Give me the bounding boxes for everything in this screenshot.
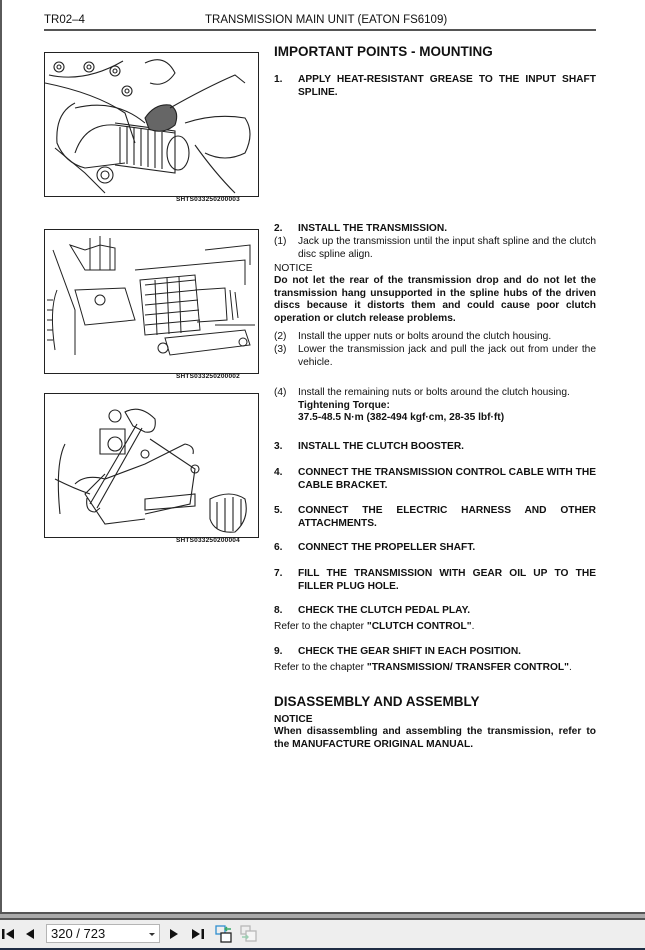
notice-label: NOTICE — [274, 263, 313, 274]
figure-transmission-jack — [44, 229, 259, 374]
pdf-navigation-toolbar — [0, 920, 645, 948]
step-number: 7. — [274, 568, 283, 579]
figure-caption: SHTS033250200003 — [176, 196, 240, 203]
step-number: 4. — [274, 467, 283, 478]
step-number: 9. — [274, 646, 283, 657]
step-text: INSTALL THE TRANSMISSION. — [298, 223, 448, 234]
grease-spline-illustration-icon — [45, 53, 258, 196]
next-view-icon — [240, 925, 258, 943]
last-page-button[interactable] — [189, 925, 207, 943]
figure-caption: SHTS033250200004 — [176, 537, 240, 544]
page-code: TR02–4 — [44, 14, 85, 26]
substep-text: Lower the transmission jack and pull the jack out from under the vehicle. — [298, 344, 596, 368]
figure-torque-wrench — [44, 393, 259, 538]
transmission-jack-illustration-icon — [45, 230, 258, 373]
substep-number: (2) — [274, 331, 287, 342]
reference-suffix: . — [568, 662, 572, 673]
horizontal-scrollbar-track[interactable] — [0, 912, 645, 920]
section-title-mounting: IMPORTANT POINTS - MOUNTING — [274, 44, 493, 59]
step-4 — [274, 467, 596, 492]
header-rule — [44, 29, 596, 31]
previous-page-button[interactable] — [22, 925, 38, 943]
chevron-down-icon — [149, 933, 155, 936]
next-page-button[interactable] — [166, 925, 182, 943]
page-indicator: 320 / 723 — [51, 926, 106, 941]
step-3 — [274, 441, 596, 454]
step-text: INSTALL THE CLUTCH BOOSTER. — [298, 441, 465, 452]
step-7 — [274, 568, 596, 593]
step-text: CHECK THE GEAR SHIFT IN EACH POSITION. — [298, 646, 522, 657]
substep-text: Install the remaining nuts or bolts around the clutch housing. — [298, 387, 570, 398]
step-number: 3. — [274, 441, 283, 452]
step-6 — [274, 542, 596, 555]
previous-page-icon — [24, 927, 36, 941]
step-9-reference — [274, 662, 596, 675]
notice-text-emphasis: MANUFACTURE ORIGINAL MANUAL. — [292, 738, 474, 750]
figure-grease-spline — [44, 52, 259, 197]
last-page-icon — [191, 927, 205, 941]
step-9 — [274, 646, 596, 659]
section-title-disassembly: DISASSEMBLY AND ASSEMBLY — [274, 694, 480, 709]
substep-2 — [274, 331, 596, 344]
reference-suffix: . — [471, 621, 475, 632]
torque-value: 37.5-48.5 N·m (382-494 kgf·cm, 28-35 lbf·ft) — [298, 412, 505, 423]
step-number: 2. — [274, 223, 283, 234]
reference-chapter: "CLUTCH CONTROL" — [366, 621, 472, 632]
notice-label: NOTICE — [274, 714, 313, 725]
previous-view-icon — [215, 925, 233, 943]
step-2 — [274, 223, 596, 236]
figure-caption: SHTS033250200002 — [176, 373, 240, 380]
substep-4 — [274, 387, 596, 400]
next-page-icon — [168, 927, 180, 941]
reference-prefix: Refer to the chapter — [274, 621, 367, 632]
notice-text: Do not let the rear of the transmission drop and do not let the transmission hang unsupported in the spline hubs of the driven discs because it distorts them and could cause poor clutch operation or clutch release problems. — [274, 275, 596, 324]
substep-3 — [274, 344, 596, 369]
page-header-title: TRANSMISSION MAIN UNIT (EATON FS6109) — [205, 14, 448, 26]
substep-1 — [274, 236, 596, 261]
step-text: FILL THE TRANSMISSION WITH GEAR OIL UP TO THE FILLER PLUG HOLE. — [298, 568, 596, 592]
substep-text: Install the upper nuts or bolts around the clutch housing. — [298, 331, 552, 342]
substep-number: (4) — [274, 387, 287, 398]
step-text: APPLY HEAT-RESISTANT GREASE TO THE INPUT SHAFT SPLINE. — [298, 74, 596, 98]
reference-chapter: "TRANSMISSION/ TRANSFER CONTROL" — [366, 662, 569, 673]
step-text: CHECK THE CLUTCH PEDAL PLAY. — [298, 605, 471, 616]
previous-view-button[interactable] — [214, 925, 234, 943]
step-number: 5. — [274, 505, 283, 516]
first-page-icon — [1, 927, 15, 941]
notice-text-prefix: When disassembling and assembling the transmission, refer to the — [274, 726, 596, 750]
substep-number: (1) — [274, 236, 287, 247]
step-text: CONNECT THE TRANSMISSION CONTROL CABLE WITH THE CABLE BRACKET. — [298, 467, 596, 491]
step-number: 6. — [274, 542, 283, 553]
step-5 — [274, 505, 596, 530]
step-number: 8. — [274, 605, 283, 616]
step-8 — [274, 605, 596, 618]
reference-prefix: Refer to the chapter — [274, 662, 367, 673]
torque-wrench-illustration-icon — [45, 394, 258, 537]
substep-number: (3) — [274, 344, 287, 355]
step-number: 1. — [274, 74, 283, 85]
substep-text: Jack up the transmission until the input shaft spline and the clutch disc spline align. — [298, 236, 596, 260]
notice-text — [274, 726, 596, 751]
step-1 — [274, 74, 596, 99]
torque-label: Tightening Torque: — [298, 400, 390, 411]
page-number-dropdown[interactable] — [46, 924, 160, 943]
first-page-button[interactable] — [0, 925, 16, 943]
next-view-button[interactable] — [239, 925, 259, 943]
step-text: CONNECT THE ELECTRIC HARNESS AND OTHER ATTACHMENTS. — [298, 505, 596, 529]
step-8-reference — [274, 621, 596, 634]
step-text: CONNECT THE PROPELLER SHAFT. — [298, 542, 476, 553]
